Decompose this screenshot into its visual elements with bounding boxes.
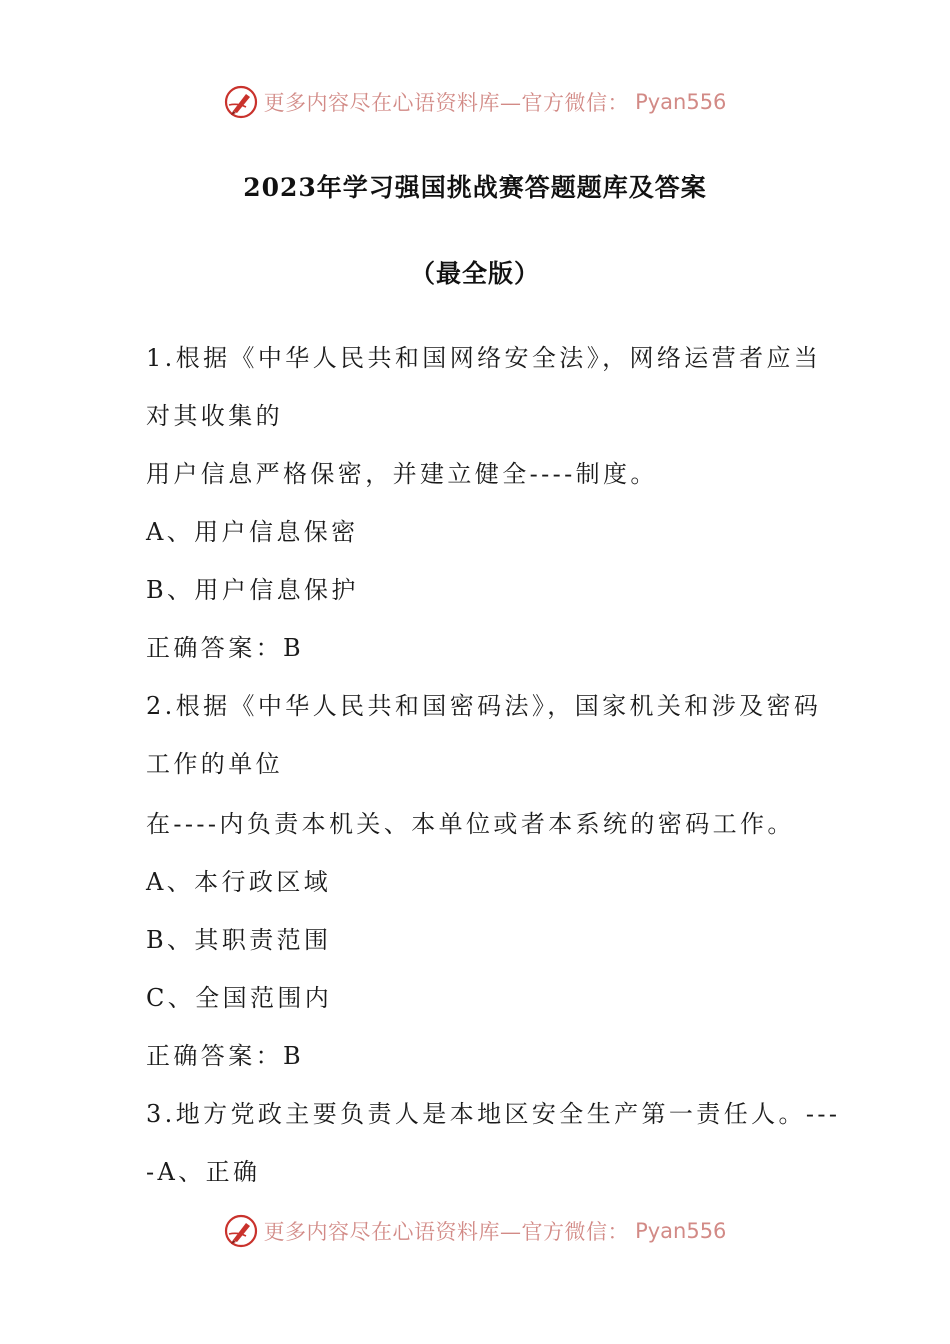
- watermark-wechat-id: Pyan556: [635, 1219, 727, 1243]
- watermark-banner-top: [0, 80, 950, 124]
- question-1-text-line-2: 对其收集的: [146, 402, 283, 430]
- watermark-banner-bottom: [0, 1209, 950, 1253]
- question-2-answer: 正确答案：B: [146, 1042, 305, 1070]
- document-subtitle: （最全版）: [409, 259, 540, 288]
- watermark-wechat-id: Pyan556: [635, 90, 727, 114]
- watermark-text: 更多内容尽在心语资料库—官方微信：: [263, 1220, 630, 1244]
- question-2-option-b: B、其职责范围: [146, 926, 332, 954]
- question-3-text-line-1: 3.地方党政主要负责人是本地区安全生产第一责任人。---: [146, 1100, 841, 1128]
- question-2-option-c: C、全国范围内: [146, 984, 333, 1012]
- question-1-option-b: B、用户信息保护: [146, 576, 359, 604]
- question-2-text-line-3: 在----内负责本机关、本单位或者本系统的密码工作。: [146, 810, 795, 838]
- question-1-answer: 正确答案：B: [146, 634, 305, 662]
- question-1-text-line-1: 1.根据《中华人民共和国网络安全法》，网络运营者应当: [146, 344, 822, 372]
- question-3-option-a: -A、正确: [146, 1158, 261, 1186]
- pen-logo-icon: [224, 85, 258, 119]
- question-1-option-a: A、用户信息保密: [146, 518, 359, 546]
- document-title: 2023年学习强国挑战赛答题题库及答案: [243, 173, 707, 202]
- question-1-text-line-3: 用户信息严格保密，并建立健全----制度。: [146, 460, 658, 488]
- question-2-text-line-1: 2.根据《中华人民共和国密码法》，国家机关和涉及密码: [146, 692, 822, 720]
- pen-logo-icon: [224, 1214, 258, 1248]
- question-2-option-a: A、本行政区域: [146, 868, 332, 896]
- question-2-text-line-2: 工作的单位: [146, 750, 283, 778]
- watermark-text: 更多内容尽在心语资料库—官方微信：: [263, 91, 630, 115]
